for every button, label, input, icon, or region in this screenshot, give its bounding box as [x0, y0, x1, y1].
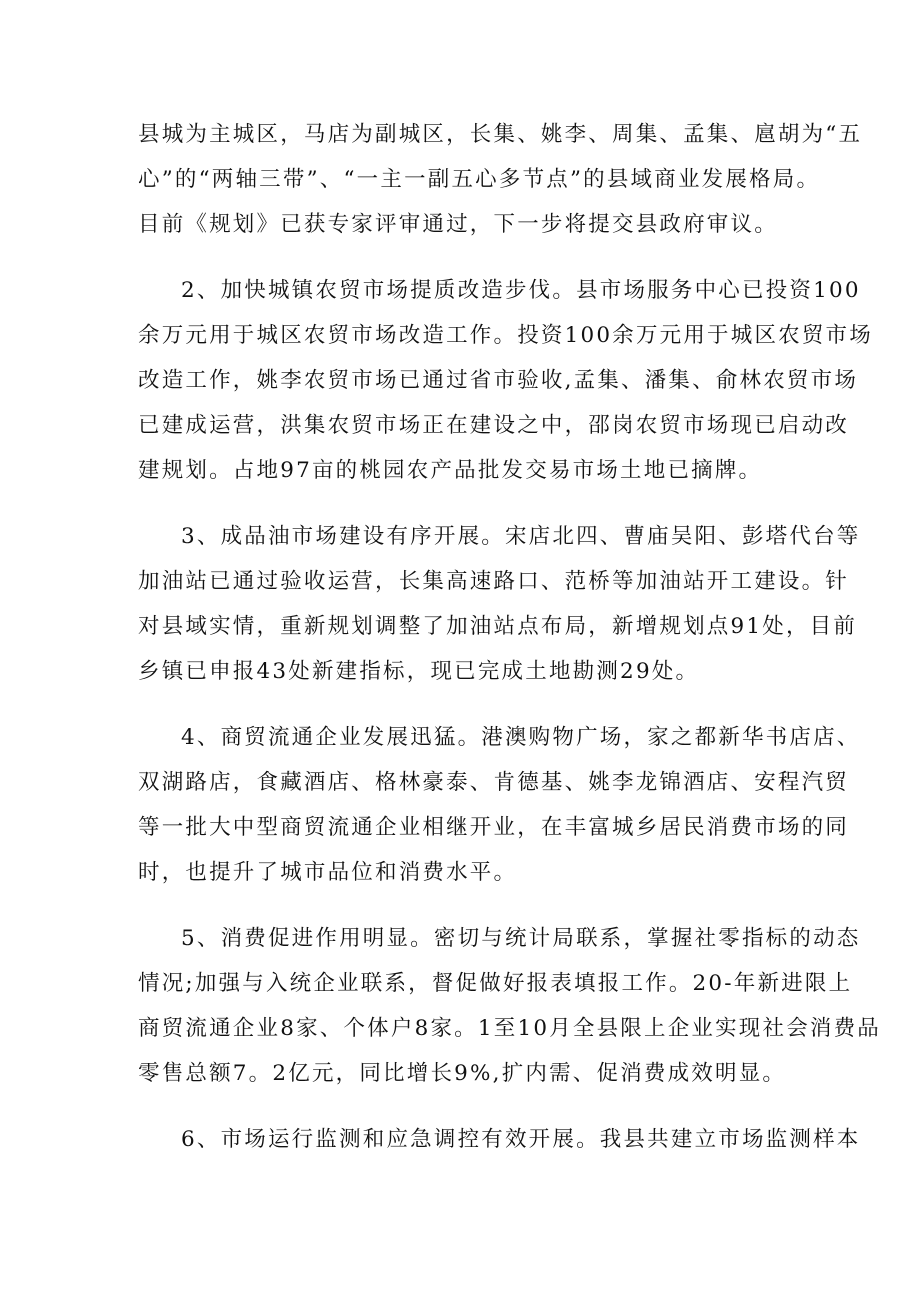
- paragraph-1: [138, 112, 863, 247]
- text-line: 建规划。占地97亩的桃园农产品批发交易市场土地已摘牌。: [138, 458, 763, 483]
- text-line: 2、加快城镇农贸市场提质改造步伐。县市场服务中心已投资100: [181, 278, 861, 303]
- text-line: 余万元用于城区农贸市场改造工作。投资100余万元用于城区农贸市场: [138, 323, 873, 348]
- text-line: 时，也提升了城市品位和消费水平。: [138, 860, 518, 885]
- text-line: 对县域实情，重新规划调整了加油站点布局，新增规划点91处，目前: [138, 614, 858, 639]
- text-line: 双湖路店，食藏酒店、格林豪泰、肯德基、姚李龙锦酒店、安程汽贸: [138, 770, 850, 795]
- text-line: 3、成品油市场建设有序开展。宋店北四、曹庙吴阳、彭塔代台等: [181, 524, 861, 549]
- text-line: 目前《规划》已获专家评审通过，下一步将提交县政府审议。: [138, 212, 778, 237]
- text-line: 5、消费促进作用明显。密切与统计局联系，掌握社零指标的动态: [181, 926, 861, 951]
- text-line: 加油站已通过验收运营，长集高速路口、范桥等加油站开工建设。针: [138, 569, 850, 594]
- text-line: 改造工作，姚李农贸市场已通过省市验收,孟集、潘集、俞林农贸市场: [138, 368, 859, 393]
- document-body: [138, 112, 881, 1162]
- paragraph-6: [138, 1117, 861, 1162]
- text-line: 已建成运营，洪集农贸市场正在建设之中，邵岗农贸市场现已启动改: [138, 413, 850, 438]
- text-line: 乡镇已申报43处新建指标，现已完成土地勘测29处。: [138, 659, 700, 684]
- paragraph-2: [138, 268, 873, 493]
- text-line: 情况;加强与入统企业联系，督促做好报表填报工作。20-年新进限上: [138, 971, 853, 996]
- text-line: 6、市场运行监测和应急调控有效开展。我县共建立市场监测样本: [181, 1127, 861, 1152]
- paragraph-4: [138, 715, 861, 895]
- paragraph-3: [138, 514, 861, 694]
- text-line: 零售总额7。2亿元，同比增长9%,扩内需、促消费成效明显。: [138, 1061, 787, 1086]
- text-line: 县城为主城区，马店为副城区，长集、姚李、周集、孟集、扈胡为“五: [138, 122, 863, 147]
- text-line: 心”的“两轴三带”、“一主一副五心多节点”的县域商业发展格局。: [138, 167, 821, 192]
- paragraph-5: [138, 916, 881, 1096]
- text-line: 4、商贸流通企业发展迅猛。港澳购物广场，家之都新华书店店、: [181, 725, 861, 750]
- text-line: 等一批大中型商贸流通企业相继开业，在丰富城乡居民消费市场的同: [138, 815, 850, 840]
- text-line: 商贸流通企业8家、个体户8家。1至10月全县限上企业实现社会消费品: [138, 1016, 881, 1041]
